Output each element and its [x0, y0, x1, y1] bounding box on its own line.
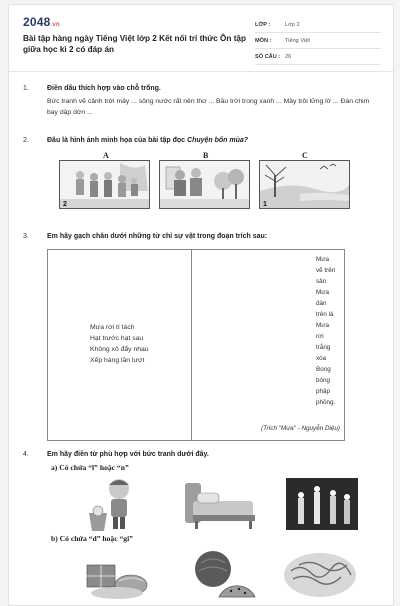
- boy-washing-icon: [79, 475, 149, 533]
- question-title: Em hãy điền từ phù hợp với bức tranh dưới đây.: [47, 451, 209, 458]
- poem-word: Mưa: [316, 322, 329, 329]
- picture-rice-cakes: [81, 545, 151, 601]
- worksheet-page: [8, 4, 394, 606]
- poem-word: vẽ trên: [316, 267, 336, 274]
- meta-key: SỐ CÂU :: [255, 53, 281, 60]
- question-number: 1.: [23, 85, 29, 92]
- option-label-b: B: [203, 151, 209, 160]
- poem-word: dàn: [316, 300, 327, 307]
- page-header: [9, 5, 393, 72]
- option-label-c: C: [302, 151, 308, 160]
- title-text: Đâu là hình ảnh minh họa của bài tập đọc: [47, 137, 188, 144]
- question-number: 3.: [23, 233, 29, 240]
- meta-value: Tiếng Việt: [285, 37, 310, 44]
- poem-word: Mưa: [316, 256, 329, 263]
- watermelon-icon: [189, 545, 259, 601]
- logo-text: 2048: [23, 15, 51, 29]
- meta-table: [255, 17, 381, 65]
- document-title: Bài tập hàng ngày Tiếng Việt lớp 2 Kết nối tri thức Ôn tập giữa học kì 2 có đáp án: [23, 34, 246, 54]
- corner-number: 2: [63, 201, 67, 208]
- seasons-illustration: [160, 161, 249, 208]
- poem-line: Không xô đẩy nhau: [90, 346, 149, 353]
- poem-line: Mưa rơi tí tách: [90, 324, 135, 331]
- title-italic: Chuyện bốn mùa?: [187, 137, 249, 144]
- poem-word: rơi: [316, 333, 324, 340]
- poem-word: phập: [316, 388, 331, 395]
- picture-boy-washing: [79, 475, 149, 533]
- question-body: Bức tranh vẽ cảnh trời mây ... sông nước rất nên thơ ... Bầu trời trong xanh ... Mây trôi lững lờ ... Đàn chim bay dập dờn ...: [47, 98, 370, 116]
- poem-table: [47, 249, 345, 441]
- poem-word: trên lá: [316, 311, 334, 318]
- candles-icon: [286, 478, 358, 530]
- poem-line: Hạt trước hạt sau: [90, 335, 144, 342]
- option-label-a: A: [103, 151, 109, 160]
- option-image-a[interactable]: [59, 160, 150, 209]
- poem-word: sân: [316, 278, 327, 285]
- landscape-illustration: [260, 161, 349, 208]
- meta-value: Lớp 2: [285, 21, 300, 28]
- poem-line: Xếp hàng lần lượt: [90, 357, 145, 364]
- meta-value: 26: [285, 53, 292, 60]
- poem-word: Mưa: [316, 289, 329, 296]
- site-logo[interactable]: [23, 15, 60, 29]
- poem-word: trắng: [316, 344, 331, 351]
- option-image-b[interactable]: [159, 160, 250, 209]
- fried-food-icon: [281, 545, 359, 601]
- meta-key: LỚP :: [255, 21, 271, 28]
- question-title: [47, 137, 377, 144]
- poem-word: Bong: [316, 366, 331, 373]
- sub-question-b: b) Có chứa “d” hoặc “gi”: [51, 534, 133, 543]
- question-title: Em hãy gạch chân dưới những từ chỉ sự vật trong đoạn trích sau:: [47, 233, 268, 240]
- picture-candles: [286, 478, 358, 530]
- sub-question-a: a) Có chứa “l” hoặc “n”: [51, 463, 129, 472]
- corner-number: 1: [263, 201, 267, 208]
- meta-row-subject: [255, 33, 381, 49]
- poem-word: phồng.: [316, 399, 336, 406]
- question-number: 4.: [23, 451, 29, 458]
- bed-icon: [179, 475, 259, 533]
- poem-source: (Trích "Mưa" - Nguyễn Diệu): [260, 425, 340, 432]
- poem-word: xóa: [316, 355, 327, 362]
- meta-key: MÔN :: [255, 37, 272, 44]
- meta-row-count: [255, 49, 381, 65]
- poem-left-column: [48, 250, 192, 440]
- picture-bed: [179, 475, 259, 533]
- poem-word: bóng: [316, 377, 331, 384]
- question-number: 2.: [23, 137, 29, 144]
- family-gathering-illustration: [60, 161, 149, 208]
- meta-row-grade: [255, 17, 381, 33]
- option-image-c[interactable]: [259, 160, 350, 209]
- picture-watermelon: [189, 545, 259, 601]
- picture-fried-food: [281, 545, 359, 601]
- logo-tld: .vn: [50, 22, 60, 28]
- rice-cake-icon: [81, 545, 151, 601]
- question-title: Điền dấu thích hợp vào chỗ trống.: [47, 85, 161, 92]
